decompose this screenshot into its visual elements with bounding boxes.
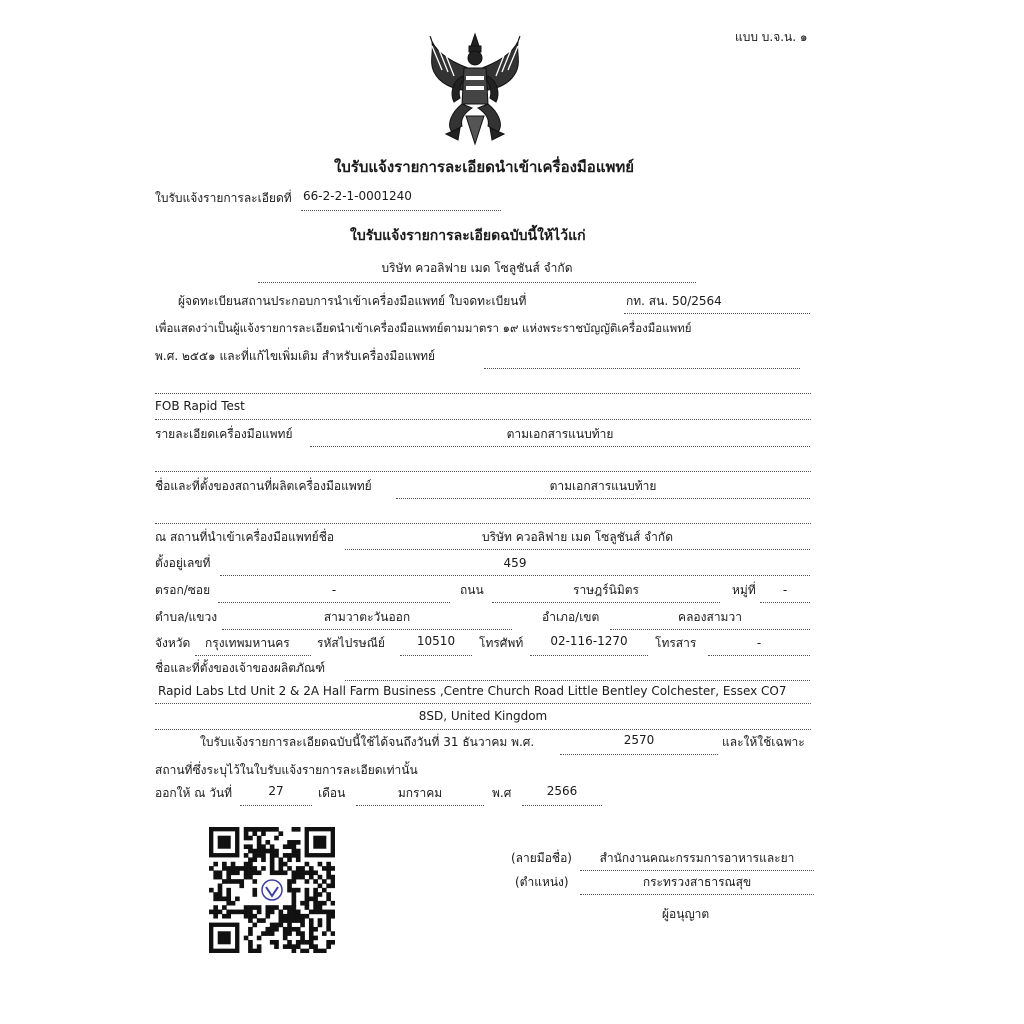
subtitle: ใบรับแจ้งรายการละเอียดฉบับนี้ให้ไว้แก่ — [350, 228, 586, 244]
receipt-no: 66-2-2-1-0001240 — [303, 189, 412, 203]
signature-line — [580, 870, 814, 871]
owner-line-1 — [155, 703, 811, 704]
road-line — [492, 602, 720, 603]
issued-year-line — [522, 805, 602, 806]
phone-line — [530, 655, 648, 656]
subdistrict-line — [222, 629, 512, 630]
company-line — [258, 282, 696, 283]
subdistrict-label: ตำบล/แขวง — [155, 610, 218, 624]
import-site-label: ณ สถานที่นำเข้าเครื่องมือแพทย์ชื่อ — [155, 530, 335, 544]
soi-line — [218, 602, 450, 603]
validity-line-2: สถานที่ซึ่งระบุไว้ในใบรับแจ้งรายการละเอียดเท่านั้น — [155, 763, 418, 777]
blank-line-3 — [155, 523, 811, 524]
receipt-no-line — [301, 210, 501, 211]
subdistrict-value: สามวาตะวันออก — [323, 610, 411, 624]
district-value: คลองสามวา — [678, 610, 742, 624]
qr-code — [209, 827, 335, 953]
blank-line-1 — [155, 393, 811, 394]
company-name: บริษัท ควอลิฟาย เมด โซลูชันส์ จำกัด — [381, 261, 573, 275]
position-line — [580, 894, 814, 895]
statement-line-1: เพื่อแสดงว่าเป็นผู้แจ้งรายการละเอียดนำเข้าเครื่องมือแพทย์ตามมาตรา ๑๙ แห่งพระราชบัญญัติเครื่องมือแพทย์ — [155, 321, 692, 335]
issued-month: มกราคม — [397, 786, 443, 800]
form-code: แบบ บ.จ.น. ๑ — [735, 30, 808, 44]
document-title: ใบรับแจ้งรายการละเอียดนำเข้าเครื่องมือแพทย์ — [333, 158, 635, 176]
soi-value: - — [331, 583, 337, 597]
issued-label: ออกให้ ณ วันที่ — [155, 786, 233, 800]
postcode-value: 10510 — [416, 634, 456, 648]
phone-value: 02-116-1270 — [550, 634, 628, 648]
postcode-line — [400, 655, 472, 656]
blank-line-2 — [155, 471, 811, 472]
detail-label: รายละเอียดเครื่องมือแพทย์ — [155, 427, 293, 441]
issued-month-line — [356, 805, 484, 806]
detail-line — [310, 446, 810, 447]
authorizer-label: ผู้อนุญาต — [662, 907, 710, 921]
signature-label: (ลายมือชื่อ) — [511, 851, 572, 865]
manufacturer-site-line — [396, 498, 810, 499]
issued-day-line — [240, 805, 312, 806]
province-value: กรุงเทพมหานคร — [205, 636, 290, 650]
owner-address-line-2: 8SD, United Kingdom — [418, 709, 548, 723]
position-value: กระทรวงสาธารณสุข — [642, 875, 752, 889]
owner-label: ชื่อและที่ตั้งของเจ้าของผลิตภัณฑ์ — [155, 661, 326, 675]
province-label: จังหวัด — [155, 636, 191, 650]
owner-label-line — [345, 680, 810, 681]
receipt-no-label: ใบรับแจ้งรายการละเอียดที่ — [155, 191, 292, 205]
owner-line-2 — [155, 729, 811, 730]
moo-line — [760, 602, 810, 603]
address-no-label: ตั้งอยู่เลขที่ — [155, 556, 211, 570]
manufacturer-site-value: ตามเอกสารแนบท้าย — [549, 479, 657, 493]
road-value: ราษฎร์นิมิตร — [573, 583, 639, 597]
device-name-line — [155, 419, 811, 420]
license-line — [624, 313, 810, 314]
license-label: ผู้จดทะเบียนสถานประกอบการนำเข้าเครื่องมือแพทย์ ใบจดทะเบียนที่ — [178, 294, 527, 308]
import-site-line — [345, 549, 810, 550]
statement-line-2: พ.ศ. ๒๕๕๑ และที่แก้ไขเพิ่มเติม สำหรับเครื่องมือแพทย์ — [155, 349, 436, 363]
postcode-label: รหัสไปรษณีย์ — [317, 636, 385, 650]
issued-day: 27 — [268, 784, 284, 798]
signature-value: สำนักงานคณะกรรมการอาหารและยา — [599, 851, 795, 865]
license-no: กท. สน. 50/2564 — [626, 294, 722, 308]
phone-label: โทรศัพท์ — [479, 636, 524, 650]
fax-label: โทรสาร — [655, 636, 697, 650]
validity-text: ใบรับแจ้งรายการละเอียดฉบับนี้ใช้ได้จนถึงวันที่ 31 ธันวาคม พ.ศ. — [200, 735, 535, 749]
month-label: เดือน — [318, 786, 346, 800]
position-label: (ตำแหน่ง) — [515, 875, 569, 889]
fax-value: - — [756, 636, 762, 650]
road-label: ถนน — [460, 583, 484, 597]
validity-year-line — [560, 754, 718, 755]
issued-year: 2566 — [546, 784, 578, 798]
validity-suffix: และให้ใช้เฉพาะ — [722, 735, 805, 749]
manufacturer-site-label: ชื่อและที่ตั้งของสถานที่ผลิตเครื่องมือแพทย์ — [155, 479, 372, 493]
year-label: พ.ศ — [492, 786, 512, 800]
fax-line — [708, 655, 810, 656]
province-line — [195, 655, 311, 656]
moo-value: - — [782, 583, 788, 597]
garuda-emblem — [422, 32, 528, 148]
soi-label: ตรอก/ซอย — [155, 583, 211, 597]
statement-line-2-fill — [484, 368, 800, 369]
moo-label: หมู่ที่ — [732, 583, 756, 597]
import-site-value: บริษัท ควอลิฟาย เมด โซลูชันส์ จำกัด — [482, 530, 673, 544]
district-line — [610, 629, 810, 630]
detail-value: ตามเอกสารแนบท้าย — [506, 427, 614, 441]
owner-address-line-1: Rapid Labs Ltd Unit 2 & 2A Hall Farm Business ,Centre Church Road Little Bentley Colchester, Essex CO7 — [158, 684, 787, 698]
device-name: FOB Rapid Test — [155, 399, 245, 413]
validity-year: 2570 — [623, 733, 655, 747]
address-no: 459 — [503, 556, 527, 570]
district-label: อำเภอ/เขต — [542, 610, 600, 624]
address-no-line — [220, 575, 810, 576]
